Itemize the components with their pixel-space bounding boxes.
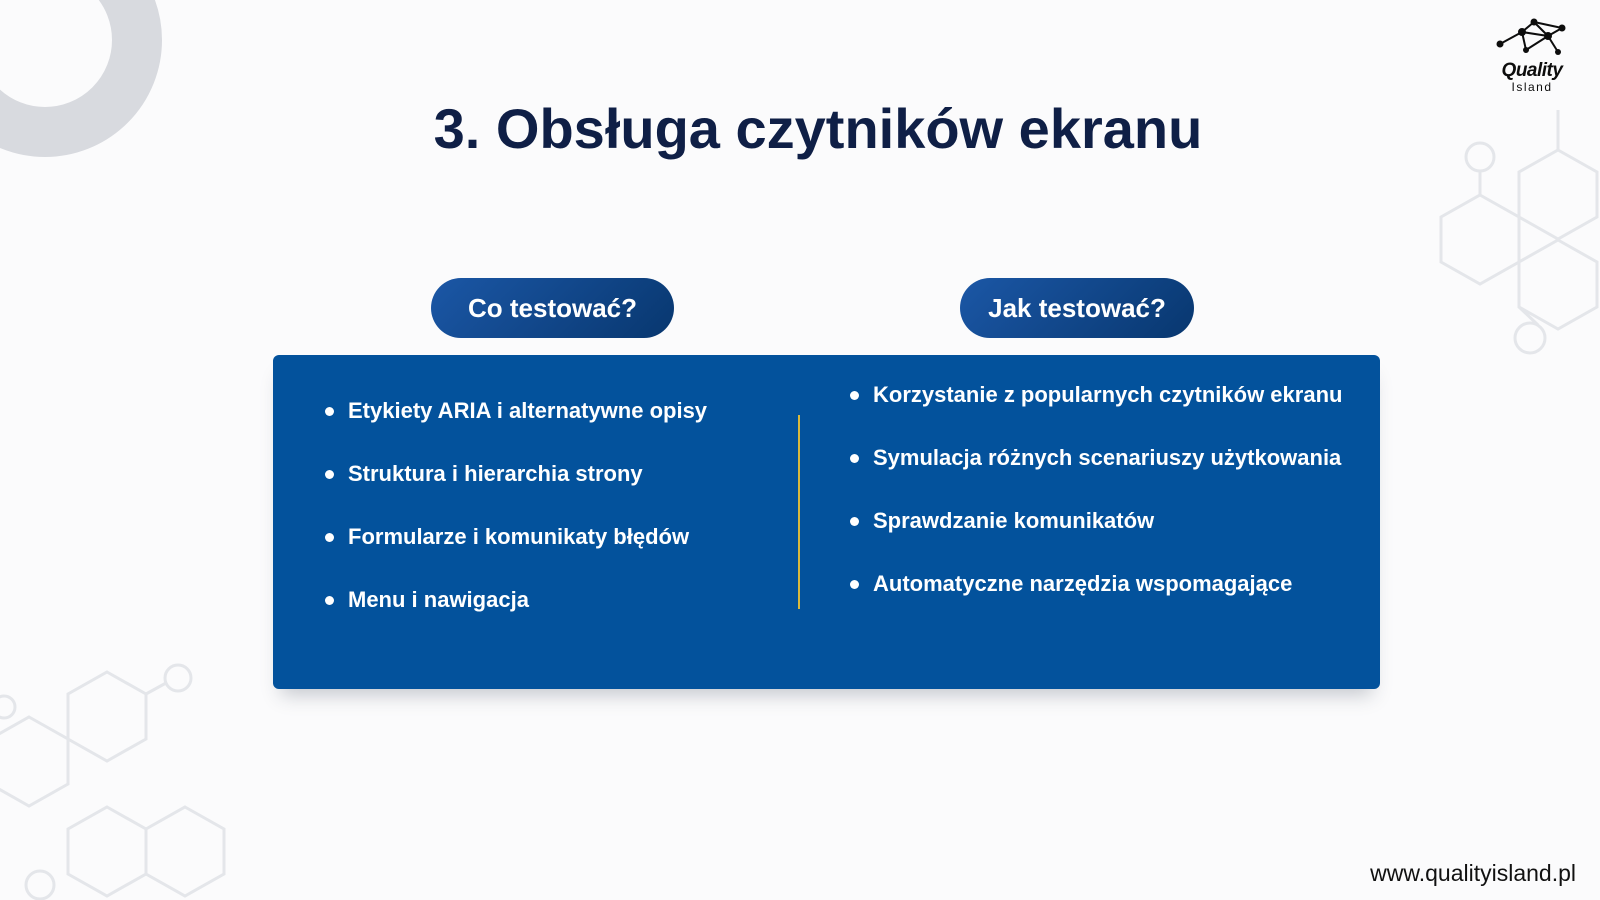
how-to-test-list — [850, 379, 1360, 631]
list-item — [325, 521, 755, 553]
website-url: www.qualityisland.pl — [1370, 860, 1576, 886]
quality-island-logo — [1488, 18, 1576, 96]
list-item-text: Etykiety ARIA i alternatywne opisy — [348, 398, 708, 423]
list-item-text: Automatyczne narzędzia wspomagające — [873, 571, 1293, 596]
logo-text-quality: Quality — [1501, 60, 1563, 81]
what-to-test-list — [325, 395, 755, 647]
network-logo-icon — [1492, 18, 1572, 62]
list-item — [850, 442, 1360, 474]
bullet-icon — [850, 454, 859, 463]
how-to-test-heading: Jak testować? — [960, 278, 1194, 338]
bullet-icon — [325, 596, 334, 605]
list-item-text: Sprawdzanie komunikatów — [873, 508, 1155, 533]
what-to-test-heading: Co testować? — [431, 278, 674, 338]
bullet-icon — [325, 470, 334, 479]
content-card — [273, 355, 1380, 689]
list-item — [850, 505, 1360, 537]
list-item — [325, 458, 755, 490]
list-item — [850, 379, 1360, 411]
slide-title: 3. Obsługa czytników ekranu — [433, 97, 1203, 160]
column-divider — [798, 415, 800, 609]
list-item — [850, 568, 1360, 600]
list-item — [325, 584, 755, 616]
list-item — [325, 395, 755, 427]
list-item-text: Symulacja różnych scenariuszy użytkowania — [873, 445, 1342, 470]
list-item-text: Korzystanie z popularnych czytników ekranu — [873, 382, 1343, 407]
list-item-text: Struktura i hierarchia strony — [348, 461, 643, 486]
bullet-icon — [850, 391, 859, 400]
list-item-text: Menu i nawigacja — [348, 587, 529, 612]
bullet-icon — [325, 407, 334, 416]
bullet-icon — [850, 580, 859, 589]
list-item-text: Formularze i komunikaty błędów — [348, 524, 690, 549]
bullet-icon — [850, 517, 859, 526]
logo-text-island: Island — [1511, 80, 1553, 94]
molecule-left-decoration — [0, 665, 224, 899]
bullet-icon — [325, 533, 334, 542]
